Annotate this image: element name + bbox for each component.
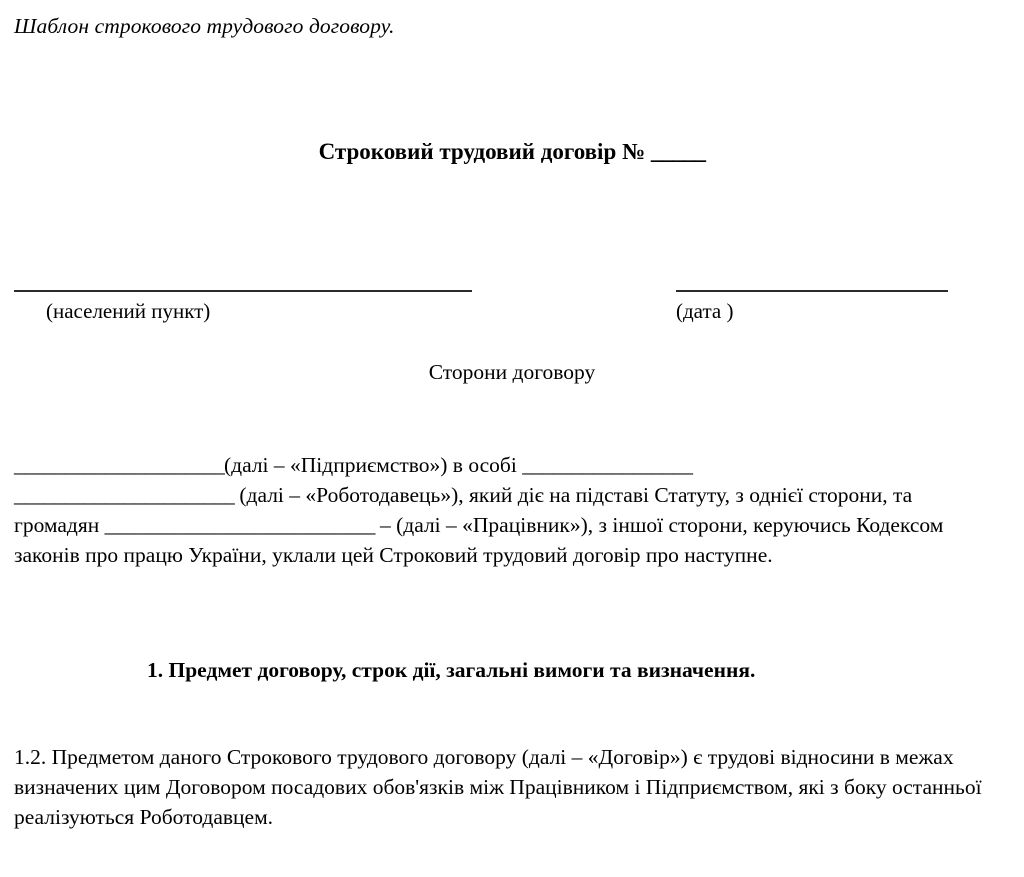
company-name-blank: _____________________ — [14, 453, 224, 477]
parties-paragraph-text — [14, 450, 996, 570]
place-field — [14, 272, 472, 324]
clause-1-2-text: 1.2. Предметом даного Строкового трудового договору (далі – «Договір») є трудові відносини в межах визначених цим Договором посадових обов'язків між Працівником і Підприємством, які з боку останньої реалізуються Роботодавцем. — [14, 745, 982, 829]
date-blank-rule — [676, 272, 948, 292]
parties-segment-2: (далі – «Роботодавець»), який діє на підставі Статуту, з однієї сторони, та громадян — [14, 483, 913, 537]
parties-heading: Сторони договору — [428, 360, 596, 384]
employee-blank: ___________________________ — [104, 513, 375, 537]
document-title-text: Строковий трудовий договір № — [318, 139, 651, 164]
section-1-heading: 1. Предмет договору, строк дії, загальні вимоги та визначення. — [147, 658, 756, 682]
clause-1-2-block — [14, 742, 996, 832]
employer-blank: ______________________ — [14, 483, 234, 507]
parties-paragraph — [14, 450, 996, 570]
place-caption: (населений пункт) — [46, 299, 211, 323]
contract-number-blank: _____ — [650, 139, 706, 164]
document-title — [0, 140, 1024, 163]
place-blank-rule — [14, 272, 472, 292]
parties-segment-3: – (далі – «Працівник»), з іншої сторони, керуючись Кодексом законів про працю України, уклали цей Строковий трудовий договір про наступне. — [14, 513, 944, 567]
place-and-date-row — [0, 272, 1024, 342]
representative-blank: _________________ — [522, 453, 693, 477]
date-field — [676, 272, 948, 324]
parties-segment-1: (далі – «Підприємство») в особі — [224, 453, 523, 477]
date-caption: (дата ) — [676, 299, 734, 323]
template-note: Шаблон строкового трудового договору. — [14, 14, 395, 38]
